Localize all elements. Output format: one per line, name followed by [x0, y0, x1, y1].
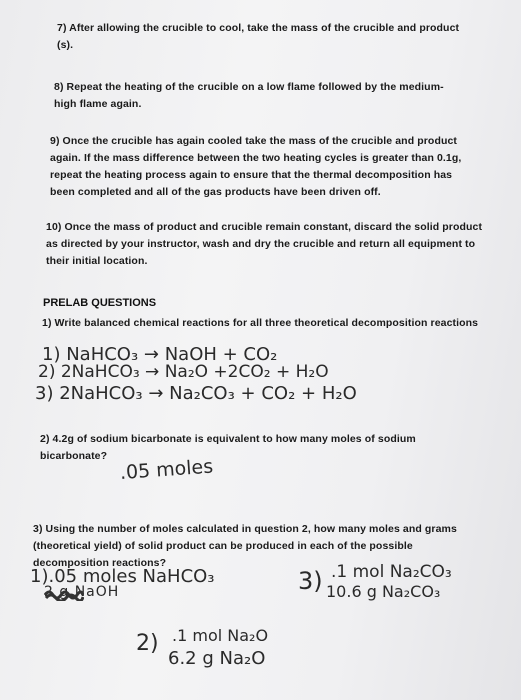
step-9: 9) Once the crucible has again cooled take the mass of the crucible and product again. If the mass difference between the two heating cycles is greater than 0.1g, repeat the heating process again to ensure that the thermal decomposition has been completed and all of the gas products have been driven off. — [50, 135, 462, 198]
q3-answer-1-line-2: 2 g NaOH — [44, 584, 120, 600]
q3-answer-1-line-1: 1).05 moles NaHCO₃ — [30, 566, 215, 587]
q1-answer-3: 3) 2NaHCO₃ → Na₂CO₃ + CO₂ + H₂O — [35, 383, 357, 404]
prelab-question-1: 1) Write balanced chemical reactions for all three theoretical decomposition reactions — [42, 317, 479, 329]
q3-answer-3-line-2: 10.6 g Na₂CO₃ — [326, 582, 441, 601]
q3-answer-3-line-1: .1 mol Na₂CO₃ — [331, 562, 452, 582]
q3-answer-2-prefix: 2) — [136, 631, 159, 656]
q2-answer: .05 moles — [119, 455, 214, 484]
step-7: 7) After allowing the crucible to cool, take the mass of the crucible and product (s). — [57, 22, 460, 51]
scribbled-out-text — [44, 589, 84, 601]
prelab-heading: PRELAB QUESTIONS — [43, 297, 157, 309]
step-8: 8) Repeat the heating of the crucible on a low flame followed by the medium-high flame again. — [54, 81, 444, 110]
q1-answer-2: 2) 2NaHCO₃ → Na₂O +2CO₂ + H₂O — [38, 362, 329, 382]
prelab-question-3: 3) Using the number of moles calculated in question 2, how many moles and grams (theoretical yield) of solid product can be produced in each of the possible decomposition reactions? — [33, 523, 457, 569]
q1-answer-1: 1) NaHCO₃ → NaOH + CO₂ — [42, 344, 278, 365]
q3-answer-3-prefix: 3) — [298, 567, 323, 595]
step-10: 10) Once the mass of product and crucible remain constant, discard the solid product as directed by your instructor, wash and dry the crucible and return all equipment to their initial location. — [46, 221, 483, 267]
q3-answer-2-line-2: 6.2 g Na₂O — [168, 648, 266, 669]
prelab-question-2: 2) 4.2g of sodium bicarbonate is equivalent to how many moles of sodium bicarbonate? — [40, 433, 416, 462]
q3-answer-2-line-1: .1 mol Na₂O — [172, 626, 269, 645]
